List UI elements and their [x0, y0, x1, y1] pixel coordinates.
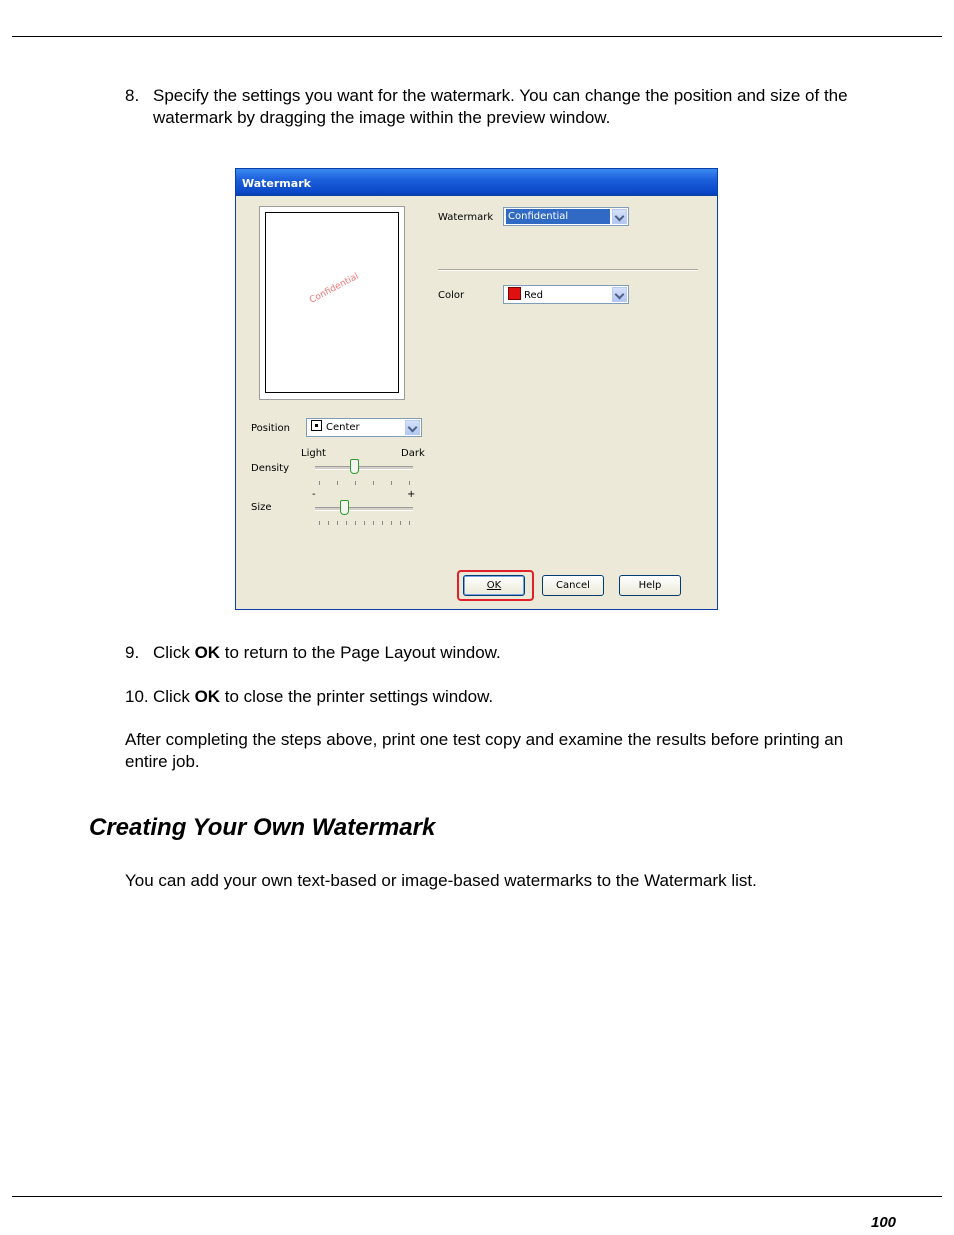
ok-button[interactable]	[463, 575, 525, 596]
size-min-label: -	[312, 489, 316, 500]
watermark-dialog	[235, 168, 718, 610]
slider-tick	[364, 521, 365, 525]
slider-tick	[337, 481, 338, 485]
step-number: 8.	[125, 86, 140, 105]
slider-tick	[409, 481, 410, 485]
after-paragraph: After completing the steps above, print one test copy and examine the results before printing an entire job.	[125, 730, 844, 771]
preview-window[interactable]	[259, 206, 405, 400]
density-slider-track[interactable]	[315, 466, 413, 470]
step-text-post: to return to the Page Layout window.	[220, 643, 501, 662]
watermark-select[interactable]	[503, 207, 629, 226]
color-label: Color	[438, 290, 465, 301]
cancel-button[interactable]	[542, 575, 604, 596]
step-text-bold: OK	[194, 643, 221, 662]
chevron-down-icon[interactable]	[612, 209, 627, 224]
preview-page	[265, 212, 399, 393]
slider-tick	[319, 481, 320, 485]
step-text-post: to close the printer settings window.	[220, 687, 494, 706]
slider-tick	[391, 521, 392, 525]
ok-button-label: OK	[486, 580, 502, 591]
preview-watermark-text[interactable]: Confidential	[308, 271, 361, 306]
density-label: Density	[251, 463, 290, 474]
slider-tick	[346, 521, 347, 525]
chevron-down-icon[interactable]	[612, 287, 627, 302]
position-select-value	[309, 420, 403, 435]
watermark-label	[438, 212, 493, 223]
help-button-label: Help	[638, 580, 662, 591]
slider-tick	[373, 521, 374, 525]
watermark-label-text: Watermark	[438, 212, 494, 223]
slider-tick	[391, 481, 392, 485]
step-text-pre: Click	[153, 643, 195, 662]
color-swatch-icon	[508, 287, 521, 300]
slider-tick	[337, 521, 338, 525]
position-value-text: Center	[326, 422, 360, 433]
dialog-titlebar[interactable]	[236, 169, 717, 196]
step-number: 10.	[125, 687, 149, 706]
color-select-value	[506, 287, 610, 302]
size-slider-thumb[interactable]	[340, 500, 349, 515]
dialog-title: Watermark	[242, 177, 311, 190]
step-text	[153, 686, 873, 708]
intro-paragraph: You can add your own text-based or image-based watermarks to the Watermark list.	[125, 871, 757, 890]
cancel-button-label: Cancel	[556, 580, 590, 591]
size-label: Size	[251, 502, 272, 513]
help-button[interactable]	[619, 575, 681, 596]
step-number: 9.	[125, 643, 140, 662]
position-select[interactable]	[306, 418, 422, 437]
color-value-text: Red	[524, 290, 543, 301]
slider-tick	[400, 521, 401, 525]
size-slider-track[interactable]	[315, 507, 413, 511]
step-text: Specify the settings you want for the watermark. You can change the position and size of the watermark by dragging the image within the preview window.	[153, 86, 848, 127]
slider-tick	[382, 521, 383, 525]
density-max-label: Dark	[401, 448, 425, 459]
separator	[438, 269, 698, 271]
header-rule	[12, 36, 942, 37]
slider-tick	[355, 481, 356, 485]
chevron-down-icon[interactable]	[405, 420, 420, 435]
color-select[interactable]	[503, 285, 629, 304]
watermark-select-value: Confidential	[506, 209, 610, 224]
step-text-pre: Click	[153, 687, 195, 706]
section-heading: Creating Your Own Watermark	[89, 814, 436, 841]
dialog-client	[239, 196, 714, 606]
page-number: 100	[871, 1214, 897, 1231]
density-ticks	[319, 481, 409, 486]
slider-tick	[373, 481, 374, 485]
slider-tick	[319, 521, 320, 525]
center-position-icon	[311, 420, 322, 431]
footer-rule	[12, 1196, 942, 1197]
step-text-bold: OK	[194, 687, 221, 706]
density-slider-thumb[interactable]	[350, 459, 359, 474]
slider-tick	[409, 521, 410, 525]
position-label: Position	[251, 423, 290, 434]
slider-tick	[355, 521, 356, 525]
size-ticks	[319, 521, 409, 526]
density-min-label: Light	[301, 448, 326, 459]
step-text	[153, 642, 873, 664]
slider-tick	[328, 521, 329, 525]
size-max-label: +	[407, 489, 416, 500]
